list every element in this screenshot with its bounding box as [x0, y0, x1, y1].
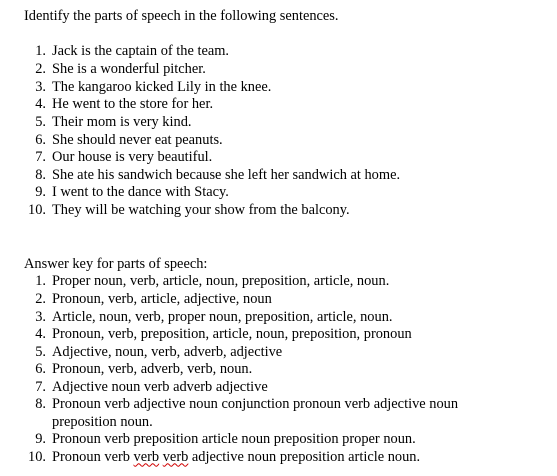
item-number: 2.	[35, 61, 46, 77]
item-text: Pronoun, verb, article, adjective, noun	[52, 291, 272, 307]
item-text: Proper noun, verb, article, noun, preposition, article, noun.	[52, 273, 390, 289]
item-text: Pronoun, verb, adverb, verb, noun.	[52, 361, 253, 377]
item-text-part: adjective noun preposition article noun.	[188, 448, 421, 465]
list-item	[24, 449, 420, 467]
item-number: 8.	[35, 166, 46, 183]
list-item	[24, 326, 412, 344]
item-number: 1.	[35, 273, 46, 289]
item-text: Pronoun verb preposition article noun preposition proper noun.	[52, 431, 416, 447]
item-number: 5.	[35, 114, 46, 130]
list-item-continuation	[52, 414, 153, 432]
item-number: 10.	[28, 448, 46, 465]
list-item	[24, 431, 416, 449]
list-item	[24, 309, 393, 327]
item-text: Our house is very beautiful.	[52, 149, 213, 165]
item-text: The kangaroo kicked Lily in the knee.	[52, 78, 272, 95]
item-number: 6.	[35, 361, 46, 377]
item-text-part: Pronoun verb	[52, 448, 134, 465]
list-item	[24, 273, 389, 291]
item-number: 9.	[35, 184, 46, 200]
item-text-continuation: preposition noun.	[52, 413, 153, 430]
item-text: Pronoun, verb, preposition, article, noun, preposition, pronoun	[52, 326, 412, 342]
item-text: Their mom is very kind.	[52, 114, 192, 130]
item-text: Pronoun verb adjective noun conjunction pronoun verb adjective noun	[52, 396, 459, 412]
item-number: 10.	[28, 202, 46, 218]
item-text: They will be watching your show from the balcony.	[52, 202, 350, 218]
list-item	[24, 132, 223, 150]
item-number: 4.	[35, 326, 46, 342]
list-item	[24, 114, 192, 132]
list-item	[24, 184, 229, 202]
item-number: 8.	[35, 396, 46, 412]
item-number: 3.	[35, 78, 46, 95]
list-item	[24, 167, 400, 185]
item-text: Article, noun, verb, proper noun, preposition, article, noun.	[52, 308, 393, 325]
list-item	[24, 43, 229, 61]
item-text: She should never eat peanuts.	[52, 131, 223, 148]
item-number: 4.	[35, 96, 46, 112]
questions-heading: Identify the parts of speech in the following sentences.	[24, 8, 339, 24]
misspelled-word[interactable]: verb	[162, 448, 189, 465]
answers-heading: Answer key for parts of speech:	[24, 256, 208, 272]
item-number: 3.	[35, 308, 46, 325]
misspelled-word[interactable]: verb	[133, 448, 160, 465]
item-text: I went to the dance with Stacy.	[52, 184, 229, 200]
list-item	[24, 379, 268, 397]
list-item	[24, 96, 213, 114]
item-text: Adjective, noun, verb, adverb, adjective	[52, 343, 283, 360]
list-item	[24, 61, 206, 79]
item-number: 2.	[35, 291, 46, 307]
list-item	[24, 396, 458, 414]
item-number: 9.	[35, 431, 46, 447]
item-text: She ate his sandwich because she left her sandwich at home.	[52, 166, 401, 183]
list-item	[24, 149, 212, 167]
list-item	[24, 79, 271, 97]
list-item	[24, 344, 282, 362]
item-text: Adjective noun verb adverb adjective	[52, 378, 268, 395]
list-item	[24, 202, 350, 220]
item-number: 5.	[35, 343, 46, 360]
item-text: Jack is the captain of the team.	[52, 43, 230, 59]
item-number: 1.	[35, 43, 46, 59]
item-number: 6.	[35, 131, 46, 148]
item-text: He went to the store for her.	[52, 96, 214, 112]
item-number: 7.	[35, 149, 46, 165]
list-item	[24, 291, 272, 309]
item-text: She is a wonderful pitcher.	[52, 61, 206, 77]
list-item	[24, 361, 252, 379]
item-number: 7.	[35, 378, 46, 395]
